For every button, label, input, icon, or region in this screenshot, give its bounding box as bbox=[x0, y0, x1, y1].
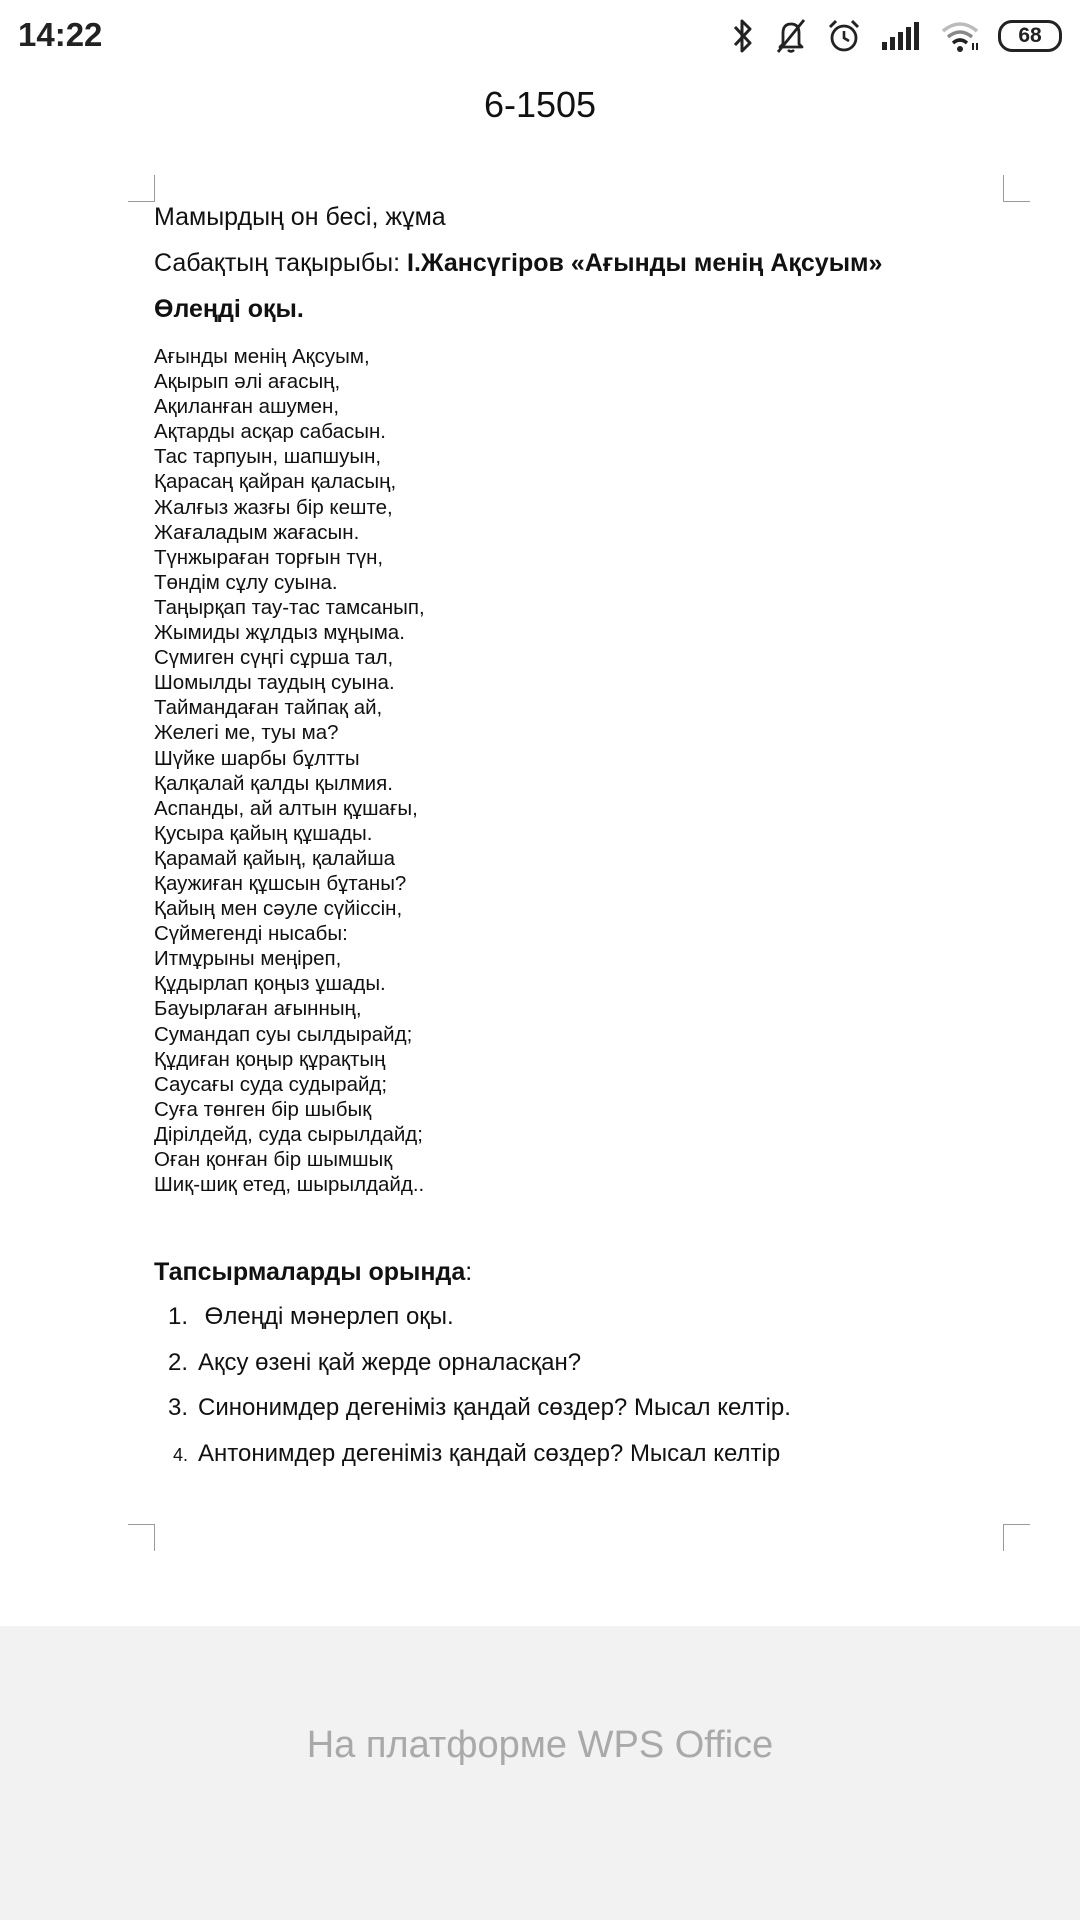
poem-line: Саусағы суда судырайд; bbox=[154, 1072, 388, 1096]
poem-line: Ақырып әлі ағасың, bbox=[154, 370, 341, 394]
poem-line: Ақтарды асқар сабасын. bbox=[154, 420, 386, 444]
poem-line: Ағынды менің Ақсуым, bbox=[154, 345, 370, 368]
task-number: 4. bbox=[172, 1444, 188, 1465]
poem-text bbox=[154, 344, 1014, 1197]
page-corner-mark bbox=[1003, 175, 1030, 202]
task-item bbox=[154, 1348, 791, 1394]
bell-muted-icon bbox=[774, 17, 808, 55]
poem-line: Құдырлап қоңыз ұшады. bbox=[154, 972, 386, 996]
task-number: 3. bbox=[167, 1394, 188, 1421]
wifi-icon bbox=[940, 19, 980, 53]
poem-line: Суға төнген бір шыбық bbox=[154, 1097, 372, 1121]
alarm-icon bbox=[826, 17, 862, 55]
tasks-heading bbox=[154, 1257, 472, 1287]
read-heading: Өлеңді оқы. bbox=[154, 295, 304, 323]
page-corner-mark bbox=[128, 1524, 155, 1551]
document-page bbox=[154, 202, 1014, 1197]
poem-line: Аспанды, ай алтын құшағы, bbox=[154, 796, 418, 820]
poem-line: Жағаладым жағасын. bbox=[154, 520, 360, 544]
poem-line: Желегі ме, туы ма? bbox=[154, 721, 339, 745]
status-bar bbox=[0, 0, 1080, 72]
poem-line: Тас тарпуын, шапшуын, bbox=[154, 445, 382, 469]
battery-icon: 68 bbox=[998, 20, 1062, 52]
page-corner-mark bbox=[1003, 1524, 1030, 1551]
poem-line: Қарасаң қайран қаласың, bbox=[154, 470, 397, 494]
poem-line: Қалқалай қалды қылмия. bbox=[154, 771, 393, 795]
task-item bbox=[154, 1439, 791, 1485]
tasks-heading-colon: : bbox=[465, 1258, 473, 1286]
status-time: 14:22 bbox=[18, 16, 103, 53]
tasks-heading-text: Тапсырмаларды орында bbox=[154, 1258, 466, 1286]
poem-line: Түнжыраған торғын түн, bbox=[154, 545, 384, 569]
task-number: 1. bbox=[167, 1303, 188, 1330]
task-text: Өлеңді мәнерлеп оқы. bbox=[198, 1303, 454, 1330]
poem-line: Құдиған қоңыр құрақтың bbox=[154, 1047, 386, 1071]
task-text: Синонимдер дегеніміз қандай сөздер? Мысал келтір. bbox=[198, 1394, 791, 1421]
bluetooth-icon bbox=[730, 17, 756, 55]
topic-line bbox=[154, 248, 1014, 278]
poem-line: Шүйке шарбы бұлтты bbox=[154, 746, 360, 770]
task-item bbox=[154, 1302, 791, 1348]
poem-line: Оған қонған бір шымшық bbox=[154, 1148, 393, 1171]
poem-line: Қарамай қайың, қалайша bbox=[154, 846, 396, 870]
poem-line: Жалғыз жазғы бір кеште, bbox=[154, 495, 393, 519]
tasks-list bbox=[154, 1302, 791, 1484]
poem-line: Таңырқап тау-тас тамсанып, bbox=[154, 595, 425, 619]
poem-line: Қаужиған құшсын бұтаны? bbox=[154, 871, 407, 895]
poem-line: Таймандаған тайпақ ай, bbox=[154, 696, 383, 720]
poem-line: Сумандап суы сылдырайд; bbox=[154, 1022, 413, 1046]
poem-line: Төндім сұлу суына. bbox=[154, 570, 338, 594]
topic-label: Сабақтың тақырыбы: bbox=[154, 249, 408, 277]
poem-line: Дірілдейд, суда сырылдайд; bbox=[154, 1122, 423, 1146]
task-number: 2. bbox=[167, 1348, 188, 1376]
poem-line: Шомылды таудың суына. bbox=[154, 671, 395, 695]
topic-value: І.Жансүгіров «Ағынды менің Ақсуым» bbox=[407, 249, 883, 277]
poem-line: Ақиланған ашумен, bbox=[154, 395, 340, 419]
poem-line: Шиқ-шиқ етед, шырылдайд.. bbox=[154, 1173, 425, 1197]
task-item bbox=[154, 1393, 791, 1439]
status-icons bbox=[730, 12, 1062, 60]
document-title: 6-1505 bbox=[483, 84, 597, 125]
poem-line: Сүмиген сүңгі сұрша тал, bbox=[154, 646, 394, 670]
poem-line: Итмұрыны меңіреп, bbox=[154, 947, 342, 971]
date-line: Мамырдың он бесі, жұма bbox=[154, 203, 446, 231]
poem-line: Қусыра қайың құшады. bbox=[154, 821, 373, 845]
task-text: Ақсу өзені қай жерде орналасқан? bbox=[198, 1348, 582, 1376]
poem-line: Бауырлаған ағынның, bbox=[154, 997, 362, 1021]
footer-text: На платформе WPS Office bbox=[306, 1724, 774, 1766]
signal-icon bbox=[880, 20, 922, 52]
footer-banner bbox=[0, 1626, 1080, 1920]
poem-line: Сүймегенді нысабы: bbox=[154, 922, 348, 946]
poem-line: Қайың мен сәуле сүйіссін, bbox=[154, 897, 403, 921]
page-corner-mark bbox=[128, 175, 155, 202]
poem-line: Жымиды жұлдыз мұңыма. bbox=[154, 621, 405, 645]
task-text: Антонимдер дегеніміз қандай сөздер? Мысал келтір bbox=[198, 1439, 781, 1467]
